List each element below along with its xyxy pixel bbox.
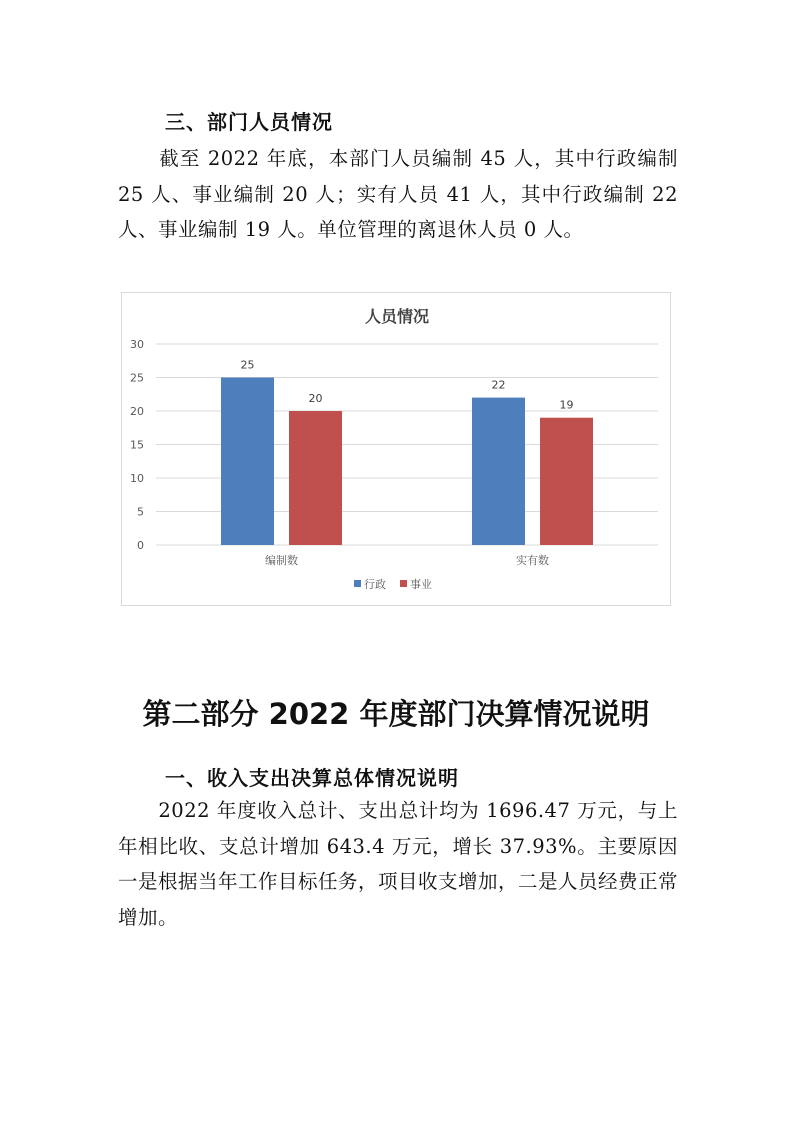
x-tick-label: 编制数 [265,554,298,567]
legend-label: 事业 [410,578,432,591]
legend-swatch [400,580,407,587]
x-tick-label: 实有数 [516,554,549,567]
bar [472,398,525,545]
data-label: 19 [559,398,574,412]
y-tick-label: 20 [130,405,144,418]
y-tick-label: 25 [130,371,144,385]
data-label: 25 [240,358,255,372]
legend-label: 行政 [364,578,386,591]
y-tick-label: 30 [130,338,144,351]
chart-title: 人员情况 [364,307,430,326]
y-tick-label: 0 [137,539,144,552]
y-tick-label: 15 [130,438,144,452]
data-label: 22 [491,378,506,392]
y-tick-label: 10 [130,472,144,485]
staff-paragraph: 截至 2022 年底，本部门人员编制 45 人，其中行政编制 25 人、事业编制 20 人；实有人员 41 人，其中行政编制 22 人、事业编制 19 人。单位管理的离退休人员 0 人。 [118,147,678,241]
bar [221,378,274,546]
bar [540,418,593,545]
bar [289,411,342,545]
legend-swatch [354,580,361,587]
section-heading-income-expense: 一、收入支出决算总体情况说明 [165,766,459,790]
staff-chart [121,292,671,606]
part-two-title: 第二部分 2022 年度部门决算情况说明 [142,697,650,731]
chart-svg [122,293,672,607]
y-tick-label: 5 [137,505,144,519]
income-expense-paragraph: 2022 年度收入总计、支出总计均为 1696.47 万元，与上年相比收、支总计增加 643.4 万元，增长 37.93%。主要原因一是根据当年工作目标任务，项目收支增加，二是人员经费正常增加。 [118,799,679,929]
data-label: 20 [308,392,323,405]
section-heading-staff: 三、部门人员情况 [165,110,333,134]
